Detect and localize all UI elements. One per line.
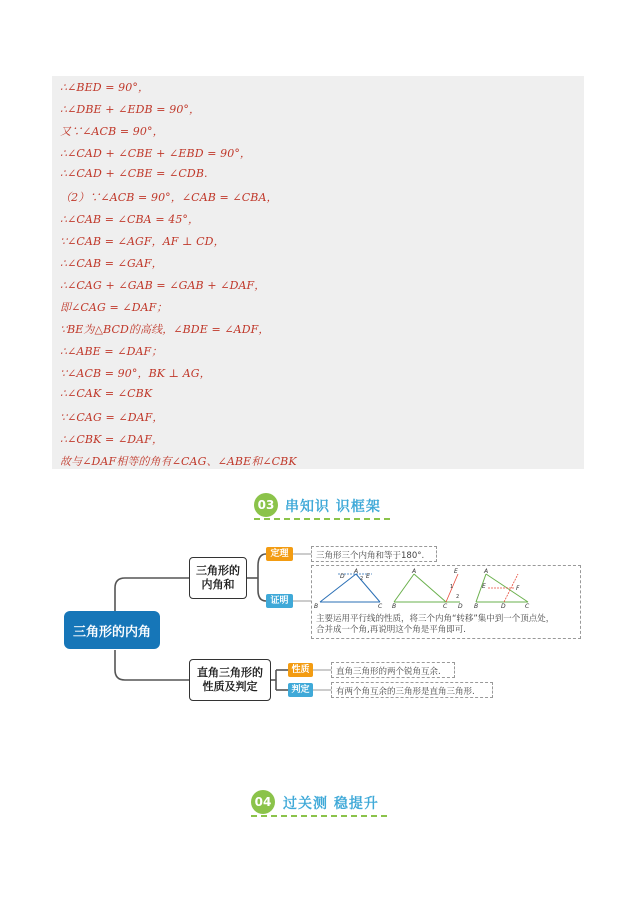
fig-label: F [516,585,520,592]
tag-proof: 证明 [266,594,293,608]
property-note [331,662,455,678]
proof-figure-2 [392,568,463,610]
solution-line: ∴∠CAK = ∠CBK [60,387,153,400]
solution-line: ∴∠CAD + ∠CBE = ∠CDB. [60,167,208,180]
property-text: 直角三角形的两个锐角互余. [336,667,441,677]
section-number-badge: 03 [254,493,278,517]
fig-label: D [340,573,345,580]
proof-figure-1 [314,568,383,610]
proof-figure-3 [474,568,530,610]
branch-label-line: 性质及判定 [202,680,258,693]
solution-line: （2）∵∠ACB = 90°，∠CAB = ∠CBA， [60,191,278,204]
theorem-text: 三角形三个内角和等于180°. [316,551,425,561]
section-number-badge: 04 [251,790,275,814]
fig-label: A [412,568,417,575]
tag-decision: 判定 [288,683,313,697]
section-title: 串知识 识框架 [285,499,381,515]
fig-label: A [484,568,489,575]
decision-text: 有两个角互余的三角形是直角三角形. [336,687,475,697]
solution-line: ∴∠DBE + ∠EDB = 90°， [60,103,201,116]
fig-label: 1 [450,584,454,590]
branch-label-line: 内角和 [201,578,235,591]
solution-line: 故与∠DAF相等的角有∠CAG、∠ABE和∠CBK [60,455,297,468]
mindmap-root-label: 三角形的内角 [72,624,151,640]
fig-label: D [458,603,463,610]
tag-property: 性质 [288,663,313,677]
proof-figures [314,568,578,610]
theorem-note [311,546,437,562]
branch-angle-sum [189,557,247,599]
solution-line: 又∵∠ACB = 90°， [60,125,164,138]
solution-line: ∴∠BED = 90°， [60,81,150,94]
fig-label: B [314,603,319,610]
branch-right-triangle [189,659,271,701]
fig-label: 2 [456,594,460,600]
decision-note [331,682,493,698]
solution-line: ∴∠ABE = ∠DAF； [60,345,163,358]
solution-line: ∵∠ACB = 90°，BK ⊥ AG， [60,367,211,380]
solution-line: ∵∠CAB = ∠AGF，AF ⊥ CD， [60,235,225,248]
mindmap-root [64,611,160,649]
fig-label: A [354,568,359,575]
proof-text-line: 主要运用平行线的性质，将三个内角“转移”集中到一个顶点处， [316,614,555,624]
solution-line: ∴∠CBK = ∠DAF， [60,433,164,446]
fig-label: E [454,568,458,575]
fig-label: D [501,603,506,610]
fig-label: E [366,573,370,580]
fig-label: C [525,603,530,610]
solution-line: ∴∠CAD + ∠CBE + ∠EBD = 90°， [60,147,252,160]
fig-label: E [482,583,486,590]
solution-line: ∵∠CAG = ∠DAF， [60,411,164,424]
solution-line: ∴∠CAB = ∠GAF， [60,257,163,270]
proof-note [311,565,581,639]
section-heading [0,789,640,819]
branch-label-line: 直角三角形的 [197,666,263,679]
solution-line: ∴∠CAB = ∠CBA = 45°， [60,213,200,226]
section-title: 过关测 稳提升 [283,796,379,812]
fig-label: C [443,603,448,610]
fig-label: B [474,603,479,610]
tag-theorem: 定理 [266,547,293,561]
section-underline [251,815,387,817]
solution-line: ∵BE为△BCD的高线，∠BDE = ∠ADF， [60,323,270,336]
fig-label: B [392,603,397,610]
fig-label: C [378,603,383,610]
proof-text-line: 合并成一个角,再说明这个角是平角即可. [316,625,466,635]
proof-text [316,614,578,636]
fig-label: 2 [360,576,364,582]
solution-line: 即∠CAG = ∠DAF； [60,301,168,314]
branch-label-line: 三角形的 [196,564,240,577]
solution-line: ∴∠CAG + ∠GAB = ∠GAB + ∠DAF， [60,279,266,292]
